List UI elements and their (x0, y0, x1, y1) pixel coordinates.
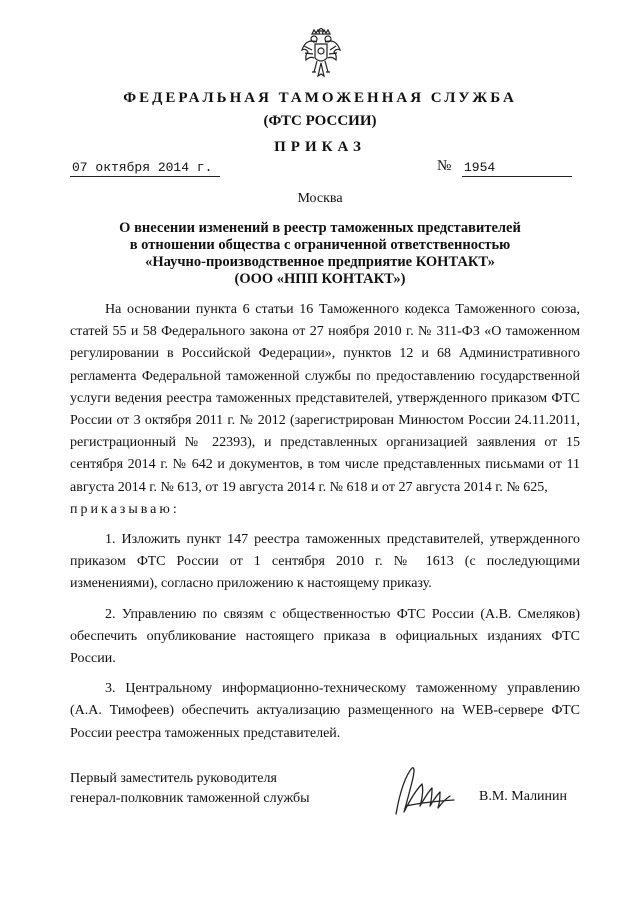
signer-position-line: генерал-полковник таможенной службы (70, 791, 310, 806)
preamble-paragraph: На основании пункта 6 статьи 16 Таможенного кодекса Таможенного союза, статей 55 и 58 Федерального закона от 27 ноября 2010 г. № 311-ФЗ «О таможенном регулировании в Российской Федерации», пунктов 12 и 68 Административного регламента Федеральной таможенной службы по предоставлению государственной услуги ведения реестра таможенных представителей, утвержденного приказом ФТС России от 3 октября 2011 г. № 2012 (зарегистрирован Минюстом России 24.11.2011, регистрационный № 22393), и представленных организацией заявления от 15 сентября 2014 г. № 642 и документов, в том числе представленных письмами от 11 августа 2014 г. № 613, от 19 августа 2014 г. № 618 и от 27 августа 2014 г. № 625, (70, 302, 580, 495)
handwritten-signature-icon (388, 762, 460, 824)
subject-line: «Научно-производственное предприятие КОНТАКТ» (145, 254, 495, 270)
subject-line: О внесении изменений в реестр таможенных представителей (119, 220, 521, 236)
signer-position (70, 769, 309, 809)
agency-short-name: (ФТС РОССИИ) (263, 113, 377, 129)
signer-position-line: Первый заместитель руководителя (70, 771, 277, 786)
order-number: 1954 (462, 160, 572, 177)
order-date: 07 октября 2014 г. (70, 160, 220, 177)
order-item: 3. Центральному информационно-техническому таможенному управлению (А.А. Тимофеев) обеспечить актуализацию размещенного на WEB-сервере ФТС России реестра таможенных представителей. (70, 681, 580, 741)
agency-name: ФЕДЕРАЛЬНАЯ ТАМОЖЕННАЯ СЛУЖБА (123, 90, 517, 106)
order-item: 2. Управлению по связям с общественностью ФТС России (А.В. Смеляков) обеспечить опубликование настоящего приказа в официальных изданиях ФТС России. (70, 606, 580, 667)
subject-line: в отношении общества с ограниченной ответственностью (129, 237, 511, 253)
document-type: ПРИКАЗ (274, 139, 366, 155)
order-city: Москва (297, 191, 343, 206)
order-subject (60, 220, 580, 288)
state-emblem-icon (300, 28, 342, 80)
subject-line: (ООО «НПП КОНТАКТ») (234, 271, 406, 287)
order-item: 1. Изложить пункт 147 реестра таможенных представителей, утвержденного приказом ФТС России от 1 сентября 2010 г. № 1613 (с последующими изменениями), согласно приложению к настоящему приказу. (70, 532, 580, 592)
signer-name: В.М. Малинин (479, 789, 568, 804)
order-body (70, 299, 580, 745)
decree-word: приказываю: (70, 501, 180, 517)
order-number-label: № (437, 158, 452, 174)
